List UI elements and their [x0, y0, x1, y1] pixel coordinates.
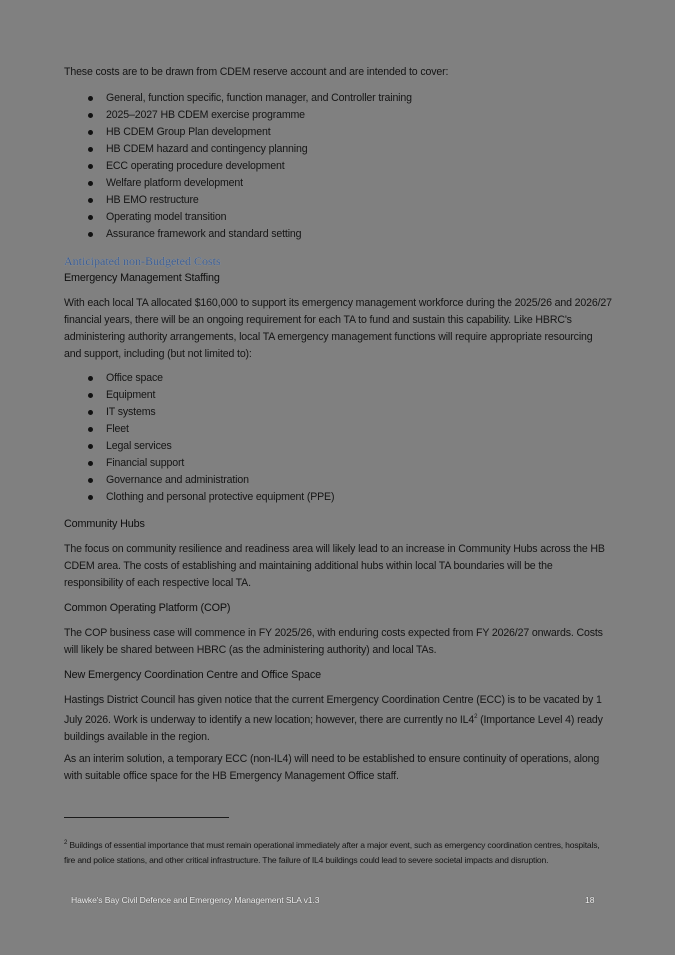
list-item: Governance and administration: [64, 472, 334, 489]
bullet-icon: [88, 444, 93, 449]
list-item: Clothing and personal protective equipment (PPE): [64, 489, 334, 506]
staffing-paragraph: With each local TA allocated $160,000 to support its emergency management workforce during the 2025/26 and 2026/27 financial years, there will be an ongoing requirement for each TA to fund and sustain this capability. Like HBRC's administering authority arrangements, local TA emergency management functions will require appropriate resourcing and support, including (but not limited to):: [64, 297, 612, 360]
bullet-icon: [88, 393, 93, 398]
cop-heading: Common Operating Platform (COP): [64, 602, 231, 614]
bullet-icon: [88, 130, 93, 135]
bullet-icon: [88, 461, 93, 466]
bullet-icon: [88, 232, 93, 237]
ecc-paragraph-2: As an interim solution, a temporary ECC (non-IL4) will need to be established to ensure continuity of operations, along with suitable office space for the HB Emergency Management Office staff.: [64, 753, 600, 782]
footnote-ref[interactable]: 2: [474, 714, 478, 720]
hubs-paragraph: The focus on community resilience and readiness area will likely lead to an increase in Community Hubs across the HB CDEM area. The costs of establishing and maintaining additional hubs within local TA boundaries will be the responsibility of each respective local TA.: [64, 543, 605, 589]
bullet-icon: [88, 495, 93, 500]
section-heading: Anticipated non-Budgeted Costs: [64, 254, 221, 268]
bullet-icon: [88, 113, 93, 118]
bullet-icon: [88, 215, 93, 220]
bullet-icon: [88, 376, 93, 381]
intro-paragraph: These costs are to be drawn from CDEM reserve account and are intended to cover:: [64, 66, 449, 78]
list-item: Equipment: [64, 387, 334, 404]
ecc-paragraph-1: Hastings District Council has given notice that the current Emergency Coordination Centre (ECC) is to be vacated by 1 July 2026. Work is underway to identify a new location; however, there are currently no IL4$^2$ (Importance Level 4) ready buildings available in the region.: [64, 694, 603, 743]
footer-title: Hawke's Bay Civil Defence and Emergency Management SLA v1.3: [71, 895, 320, 905]
footnote: $^2$ Buildings of essential importance that must remain operational immediately after a major event, such as emergency coordination centres, hospitals, fire and police stations, and other critical infrastructure. The failure of IL4 buildings could lead to severe societal impacts and disruption.: [64, 840, 600, 865]
bullet-icon: [88, 147, 93, 152]
list-item: Fleet: [64, 421, 334, 438]
footnote-number: 2: [64, 840, 68, 846]
bullet-icon: [88, 164, 93, 169]
list-item: IT systems: [64, 404, 334, 421]
page-number: 18: [585, 895, 595, 905]
list-item: 2025–2027 HB CDEM exercise programme: [64, 107, 412, 124]
staffing-list: [64, 370, 334, 506]
bullet-icon: [88, 198, 93, 203]
list-item: Office space: [64, 370, 334, 387]
list-item: Assurance framework and standard setting: [64, 226, 412, 243]
bullet-icon: [88, 96, 93, 101]
list-item: Legal services: [64, 438, 334, 455]
bullet-icon: [88, 181, 93, 186]
bullet-icon: [88, 478, 93, 483]
bullet-icon: [88, 410, 93, 415]
list-item: ECC operating procedure development: [64, 158, 412, 175]
cop-paragraph: The COP business case will commence in FY 2025/26, with enduring costs expected from FY 2026/27 onwards. Costs will likely be shared between HBRC (as the administering authority) and local TAs.: [64, 627, 603, 656]
footnote-separator: [64, 817, 229, 818]
list-item: Operating model transition: [64, 209, 412, 226]
list-item: HB EMO restructure: [64, 192, 412, 209]
list-item: General, function specific, function manager, and Controller training: [64, 90, 412, 107]
list-item: HB CDEM Group Plan development: [64, 124, 412, 141]
list-item: HB CDEM hazard and contingency planning: [64, 141, 412, 158]
list-item: Welfare platform development: [64, 175, 412, 192]
bullet-icon: [88, 427, 93, 432]
hubs-heading: Community Hubs: [64, 518, 145, 530]
list-item: Financial support: [64, 455, 334, 472]
staffing-heading: Emergency Management Staffing: [64, 272, 220, 284]
cover-list: [64, 90, 412, 243]
ecc-heading: New Emergency Coordination Centre and Office Space: [64, 669, 321, 681]
